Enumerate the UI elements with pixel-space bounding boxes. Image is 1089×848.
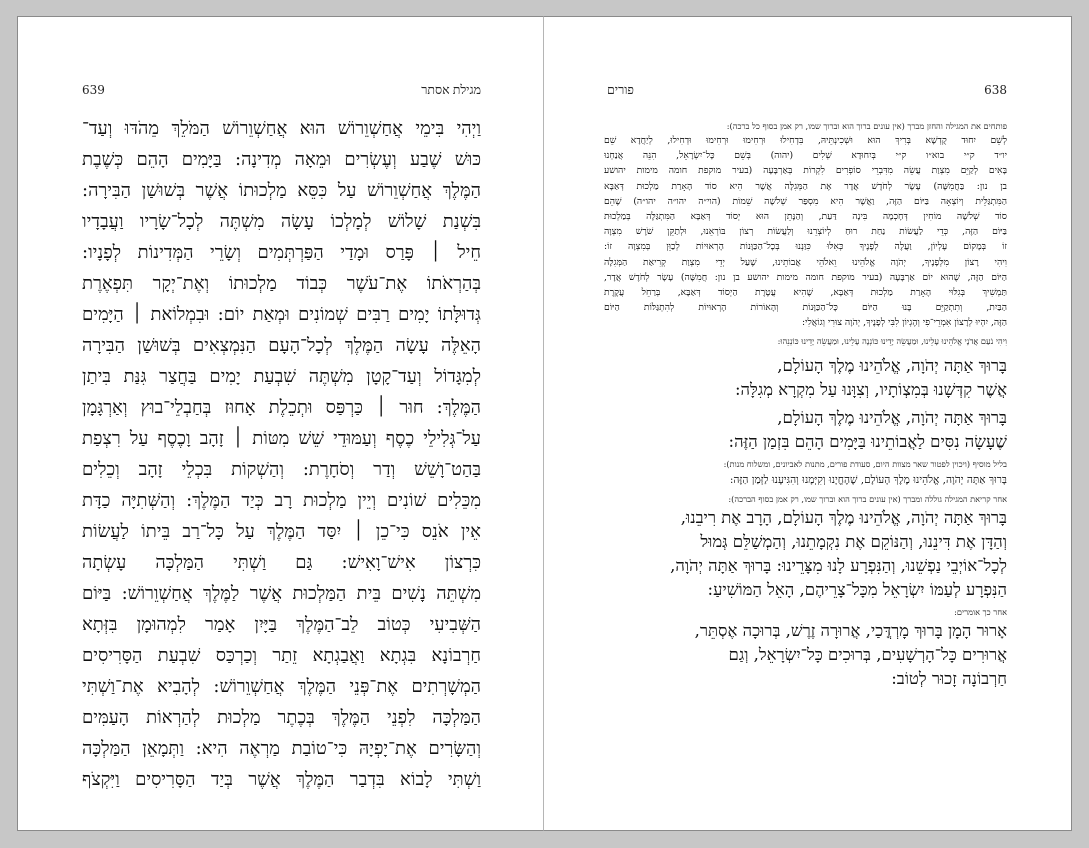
text-line: וְהַשָּׂרִים אֶת־יָפְיָהּ כִּי־טוֹבַת מַרְאֶה הִיא: וַתְּמָאֵן הַמַּלְכָּה <box>82 738 481 759</box>
page-header <box>18 83 543 101</box>
blessing-line: בָּרוּךְ אַתָּה יְהֹוָה, אֱלֹהֵינוּ מֶלֶךְ הָעוֹלָם, <box>777 355 1007 375</box>
text-line: אֵין אֹנֵס כִּי־כֵן ׀ יִסַּד הַמֶּלֶךְ עַל כָּל־רַב בֵּיתוֹ לַעֲשׂוֹת <box>82 521 481 542</box>
text-line: וַיְהִי בִּימֵי אֲחַשְׁוֵרוֹשׁ הוּא אֲחַשְׁוֵרוֹשׁ הַמֹּלֵךְ מֵהֹדּוּ וְעַד־ <box>82 118 481 139</box>
after-reading-instruction: אחר קריאת המגילה גוללה ומברך (אין עונים ברוך הוא וברוך שמו, רק אמן בסוף הברכה): <box>728 493 1007 504</box>
blessing-line: בָּרוּךְ אַתָּה יְהֹוָה, אֱלֹהֵינוּ מֶלֶךְ הָעוֹלָם, הָרָב אֶת רִיבֵנוּ, <box>680 507 1007 527</box>
text-line: בִּשְׁנַת שָׁלוֹשׁ לְמָלְכוֹ עָשָׂה מִשְׁתֶּה לְכָל־שָׂרָיו וַעֲבָדָיו <box>82 211 481 232</box>
running-title: מגילת אסתר <box>421 83 481 97</box>
intro-instruction: פותחים את המגילה והחזן מברך (אין עונים ברוך הוא וברוך שמו, רק אמן בסוף כל ברכה): <box>726 121 1007 131</box>
page-number: 638 <box>984 83 1007 97</box>
blessing-line: בָּרוּךְ אַתָּה יְהֹוָה, אֱלֹהֵינוּ מֶלֶךְ הָעוֹלָם, <box>777 407 1007 427</box>
blessings-text <box>604 118 1007 691</box>
kavanah-line: הַזֶּה, יִהְיוּ לְרָצוֹן אִמְרֵי־פִי וְהֶגְיוֹן לִבִּי לְפָנֶיךָ, יְהֹוָה צוּרִי וְגוֹאֲלִי: <box>801 317 1007 329</box>
text-line: הַמֶּלֶךְ: חוּר ׀ כַּרְפַּס וּתְכֵלֶת אָחוּז בְּחַבְלֵי־בוּץ וְאַרְגָּמָן <box>82 397 481 418</box>
harav-et-rivenu-blessing <box>604 506 1007 602</box>
page-header <box>544 83 1071 101</box>
text-line: חֵיל ׀ פָּרַס וּמָדַי הַפַּרְתְּמִים וְשָׂרֵי הַמְּדִינוֹת לְפָנָיו: <box>82 242 481 263</box>
kavanah-paragraph <box>604 133 1007 331</box>
kavanah-line: הַיּוֹם הַזֶּה, שֶׁהוּא יוֹם אַרְבָּעָה (בעיר מוקפת חומה מימות יהושע בן נון: חֲמִשָּׁה) עָשָׂר לְחֹדֶשׁ אֲדָר, <box>604 271 1007 283</box>
night-instruction: בליל מוסיף (ויכוין לפטור שאר מצוות היום, סעודת פורים, מתנות לאביונים, ומשלוח מנות): <box>723 458 1007 469</box>
text-line: הַשְּׁבִיעִי כְּטוֹב לֵב־הַמֶּלֶךְ בַּיָּיִן אָמַר לִמְהוּמָן בִּזְּתָא <box>82 614 481 635</box>
arur-line: חַרְבוֹנָה זָכוּר לְטוֹב: <box>891 668 1007 688</box>
blessing-line: הַנִּפְרָע לְעַמּוֹ יִשְׂרָאֵל מִכָּל־צָרֵיהֶם, הָאֵל הַמּוֹשִׁיעַ: <box>707 579 1007 599</box>
kavanah-line: לְשֵׁם יִחוּד קֻדְשָׁא בְּרִיךְ הוּא וּשְׁכִינְתֵּיהּ, בִּדְחִילוּ וּרְחִימוּ וּרְחִימוּ וּדְחִילוּ, לְיַחֲדָא שֵׁם <box>604 135 1007 146</box>
kavanah-line: זוֹ בְּמָקוֹם עֶלְיוֹן, וַעֲלֶה לְפָנֶיךָ כְּאִלּוּ כִּוַּנְנוּ בְּכָל־הַכַּוָּנוֹת הָרְאוּיוֹת לְכַוֵּן בְּמִצְוָה זוֹ: <box>604 241 1007 253</box>
kavanah-line: בַּיּוֹם הַזֶּה, כְּדֵי לַעֲשׂוֹת נַחַת רוּחַ לְיוֹצְרֵנוּ וְלַעֲשׂוֹת רְצוֹן בּוֹרְאֵנוּ, וּלְתַקֵּן שֹׁרֶשׁ מִצְוָה <box>604 226 1007 238</box>
arur-line: אֲרוּרִים כָּל־הָרְשָׁעִים, בְּרוּכִים כָּל־יִשְׂרָאֵל, וְגַם <box>728 644 1007 664</box>
text-line: הַמֶּלֶךְ אֲחַשְׁוֵרוֹשׁ עַל כִּסֵּא מַלְכוּתוֹ אֲשֶׁר בְּשׁוּשַׁן הַבִּירָה: <box>82 180 481 201</box>
kavanah-line: בן נון: בַּחֲמִשָּׁה) עָשָׂר לְחֹדֶשׁ אֲדָר אֶת הַמְּגִלָּה אֲשֶׁר הִיא סוֹד הָאָרַת מַלְכוּת דְּאַבָּא <box>604 180 1007 192</box>
kavanah-line: יו״ד ק״י בוא״ו ק״י בְּיִחוּדָא שְׁלִים (יהוה) בְּשֵׁם כָּל־יִשְׂרָאֵל, הִנֵּה אֲנַחְנוּ <box>604 150 1007 162</box>
text-line: הַמְשָׁרְתִים אֶת־פְּנֵי הַמֶּלֶךְ אֲחַשְׁוֵרוֹשׁ: לְהָבִיא אֶת־וַשְׁתִּי <box>82 676 481 697</box>
text-line: גְּדוּלָּתוֹ יָמִים רַבִּים שְׁמוֹנִים וּמְאַת יוֹם: וּבִמְלוֹאת ׀ הַיָּמִים <box>82 304 481 325</box>
blessing-line: וְהַדָּן אֶת דִּינֵנוּ, וְהַנּוֹקֵם אֶת נִקְמָתֵנוּ, וְהַמְשַׁלֵּם גְּמוּל <box>700 531 1007 551</box>
left-page <box>17 16 544 831</box>
kavanah-line: בָּאִים לְקַיֵּם מִצְוַת עֲשֵׂה מִדִּבְרֵי סוֹפְרִים לִקְרוֹת בְּאַרְבָּעָה (בעיר מוקפת חומה מימות יהושע <box>604 165 1007 177</box>
blessing-nissim <box>604 406 1007 454</box>
blessing-mikra-megillah <box>604 354 1007 402</box>
text-line: בַּהַט־וָשֵׁשׁ וְדַר וְסֹחָרֶת: וְהַשְׁקוֹת בִּכְלֵי זָהָב וְכֵלִים <box>82 459 481 480</box>
text-line: וַשְׁתִּי לָבוֹא בִּדְבַר הַמֶּלֶךְ אֲשֶׁר בְּיַד הַסָּרִיסִים וַיִּקְצֹף <box>82 769 481 790</box>
text-line: עַל־גְּלִילֵי כֶסֶף וְעַמּוּדֵי שֵׁשׁ מִטּוֹת ׀ זָהָב וָכֶסֶף עַל רִצְפַת <box>82 428 481 449</box>
blessing-line: אֲשֶׁר קִדְּשָׁנוּ בְּמִצְוֹתָיו, וְצִוָּנוּ עַל מִקְרָא מְגִלָּה: <box>735 379 1007 399</box>
kavanah-line: הַמִּתְגַּלֵּית וְיוֹצְאָה בַּיּוֹם הַזֶּה, וַאֲשֶׁר הִיא מִסְפַּר שְׁלֹשָׁה שֵׁמוֹת (הוי״ה יהו״ה יהו״ה) שֶׁהֵם <box>604 195 1007 207</box>
kavanah-line: סוֹד שְׁלֹשָׁה מוֹחִין דְּחָכְמָה בִּינָה דַּעַת, וְהַנָּתֵן הוּא יְסוֹד דְּאַבָּא הַמִּתְגַּלֶּה בְּמַלְכוּת <box>604 211 1007 223</box>
text-line: כִּרְצוֹן אִישׁ־וָאִישׁ: גַּם וַשְׁתִּי הַמַּלְכָּה עָשְׂתָה <box>82 552 481 573</box>
text-line: הָאֵלֶּה עָשָׂה הַמֶּלֶךְ לְכָל־הָעָם הַנִּמְצְאִים בְּשׁוּשַׁן הַבִּירָה <box>82 335 481 356</box>
running-title: פורים <box>607 83 634 97</box>
right-page <box>544 16 1072 831</box>
blessing-line: שֶׁעָשָׂה נִסִּים לַאֲבוֹתֵינוּ בַּיָּמִים הָהֵם בִּזְמַן הַזֶּה: <box>728 431 1007 451</box>
text-line: חַרְבוֹנָא בִּגְתָא וַאֲבַגְתָא זֵתַר וְכַרְכַּס שִׁבְעַת הַסָּרִיסִים <box>82 645 481 666</box>
text-line: מִכֵּלִים שׁוֹנִים וְיֵין מַלְכוּת רָב כְּיַד הַמֶּלֶךְ: וְהַשְּׁתִיָּה כַדָּת <box>82 490 481 511</box>
kavanah-line: תַּמְשִׁיךְ בְּגִלּוּי הֶאָרַת מַלְכוּת דְּאַבָּא, שֶׁהִיא עֲטֶרֶת הַיְסוֹד דְּאַבָּא, בְּרַחֵל עֲקֶרֶת <box>604 287 1007 299</box>
text-line: הַמַּלְכָּה לִפְנֵי הַמֶּלֶךְ בְּכֶתֶר מַלְכוּת לְהַרְאוֹת הָעַמִּים <box>82 707 481 728</box>
page-number: 639 <box>82 83 105 97</box>
megillah-text <box>82 113 481 795</box>
text-line: לְמִגָּדוֹל וְעַד־קָטָן מִשְׁתֶּה שִׁבְעַת יָמִים בַּחֲצַר גִּנַּת בִּיתַן <box>82 366 481 387</box>
arur-haman-paragraph <box>604 619 1007 691</box>
text-line: כּוּשׁ שֶׁבַע וְעֶשְׂרִים וּמֵאָה מְדִינָה: בַּיָּמִים הָהֵם כְּשֶׁבֶת <box>82 149 481 170</box>
vihi-noam-line: וִיהִי נֹעַם אֲדֹנָי אֱלֹהֵינוּ עָלֵינוּ, וּמַעֲשֵׂה יָדֵינוּ כּוֹנְנָה עָלֵינוּ, וּמַעֲשֵׂה יָדֵינוּ כּוֹנְנֵהוּ: <box>777 335 1007 346</box>
kavanah-line: וִיהִי רָצוֹן מִלְּפָנֶיךָ, יְהֹוָה אֱלֹהֵינוּ וֵאלֹהֵי אֲבוֹתֵינוּ, שֶׁעַל יְדֵי מִצְוַת קְרִיאַת הַמְּגִלָּה <box>604 256 1007 268</box>
text-line: בְּהַרְאֹתוֹ אֶת־עֹשֶׁר כְּבוֹד מַלְכוּתוֹ וְאֶת־יְקָר תִּפְאֶרֶת <box>82 273 481 294</box>
after-say-instruction: אחר כך אומרים: <box>954 606 1007 617</box>
shehecheyanu-blessing: בָּרוּךְ אַתָּה יְהֹוָה, אֱלֹהֵינוּ מֶלֶךְ הָעוֹלָם, שֶׁהֶחֱיָנוּ וְקִיְּמָנוּ וְהִגִּיעָנוּ לַזְּמַן הַזֶּה: <box>729 473 1007 486</box>
kavanah-line: הַבַּיִת, וְתִתְקַיֵּם בָּנוּ הַיּוֹם כָּל־הַכַּוָּנוֹת וְהָאוֹרוֹת הָרְאוּיוֹת לְהִתְגַּלּוֹת הַיּוֹם <box>604 302 1007 314</box>
blessing-line: לְכָל־אוֹיְבֵי נַפְשֵׁנוּ, וְהַנִּפְרָע לָנוּ מִצָּרֵינוּ: בָּרוּךְ אַתָּה יְהֹוָה, <box>670 555 1007 575</box>
text-line: מִשְׁתֵּה נָשִׁים בֵּית הַמַּלְכוּת אֲשֶׁר לַמֶּלֶךְ אֲחַשְׁוֵרוֹשׁ: בַּיּוֹם <box>82 583 481 604</box>
arur-line: אָרוּר הָמָן בָּרוּךְ מָרְדֳּכַי, אֲרוּרָה זֶרֶשׁ, בְּרוּכָה אֶסְתֵּר, <box>694 620 1007 640</box>
